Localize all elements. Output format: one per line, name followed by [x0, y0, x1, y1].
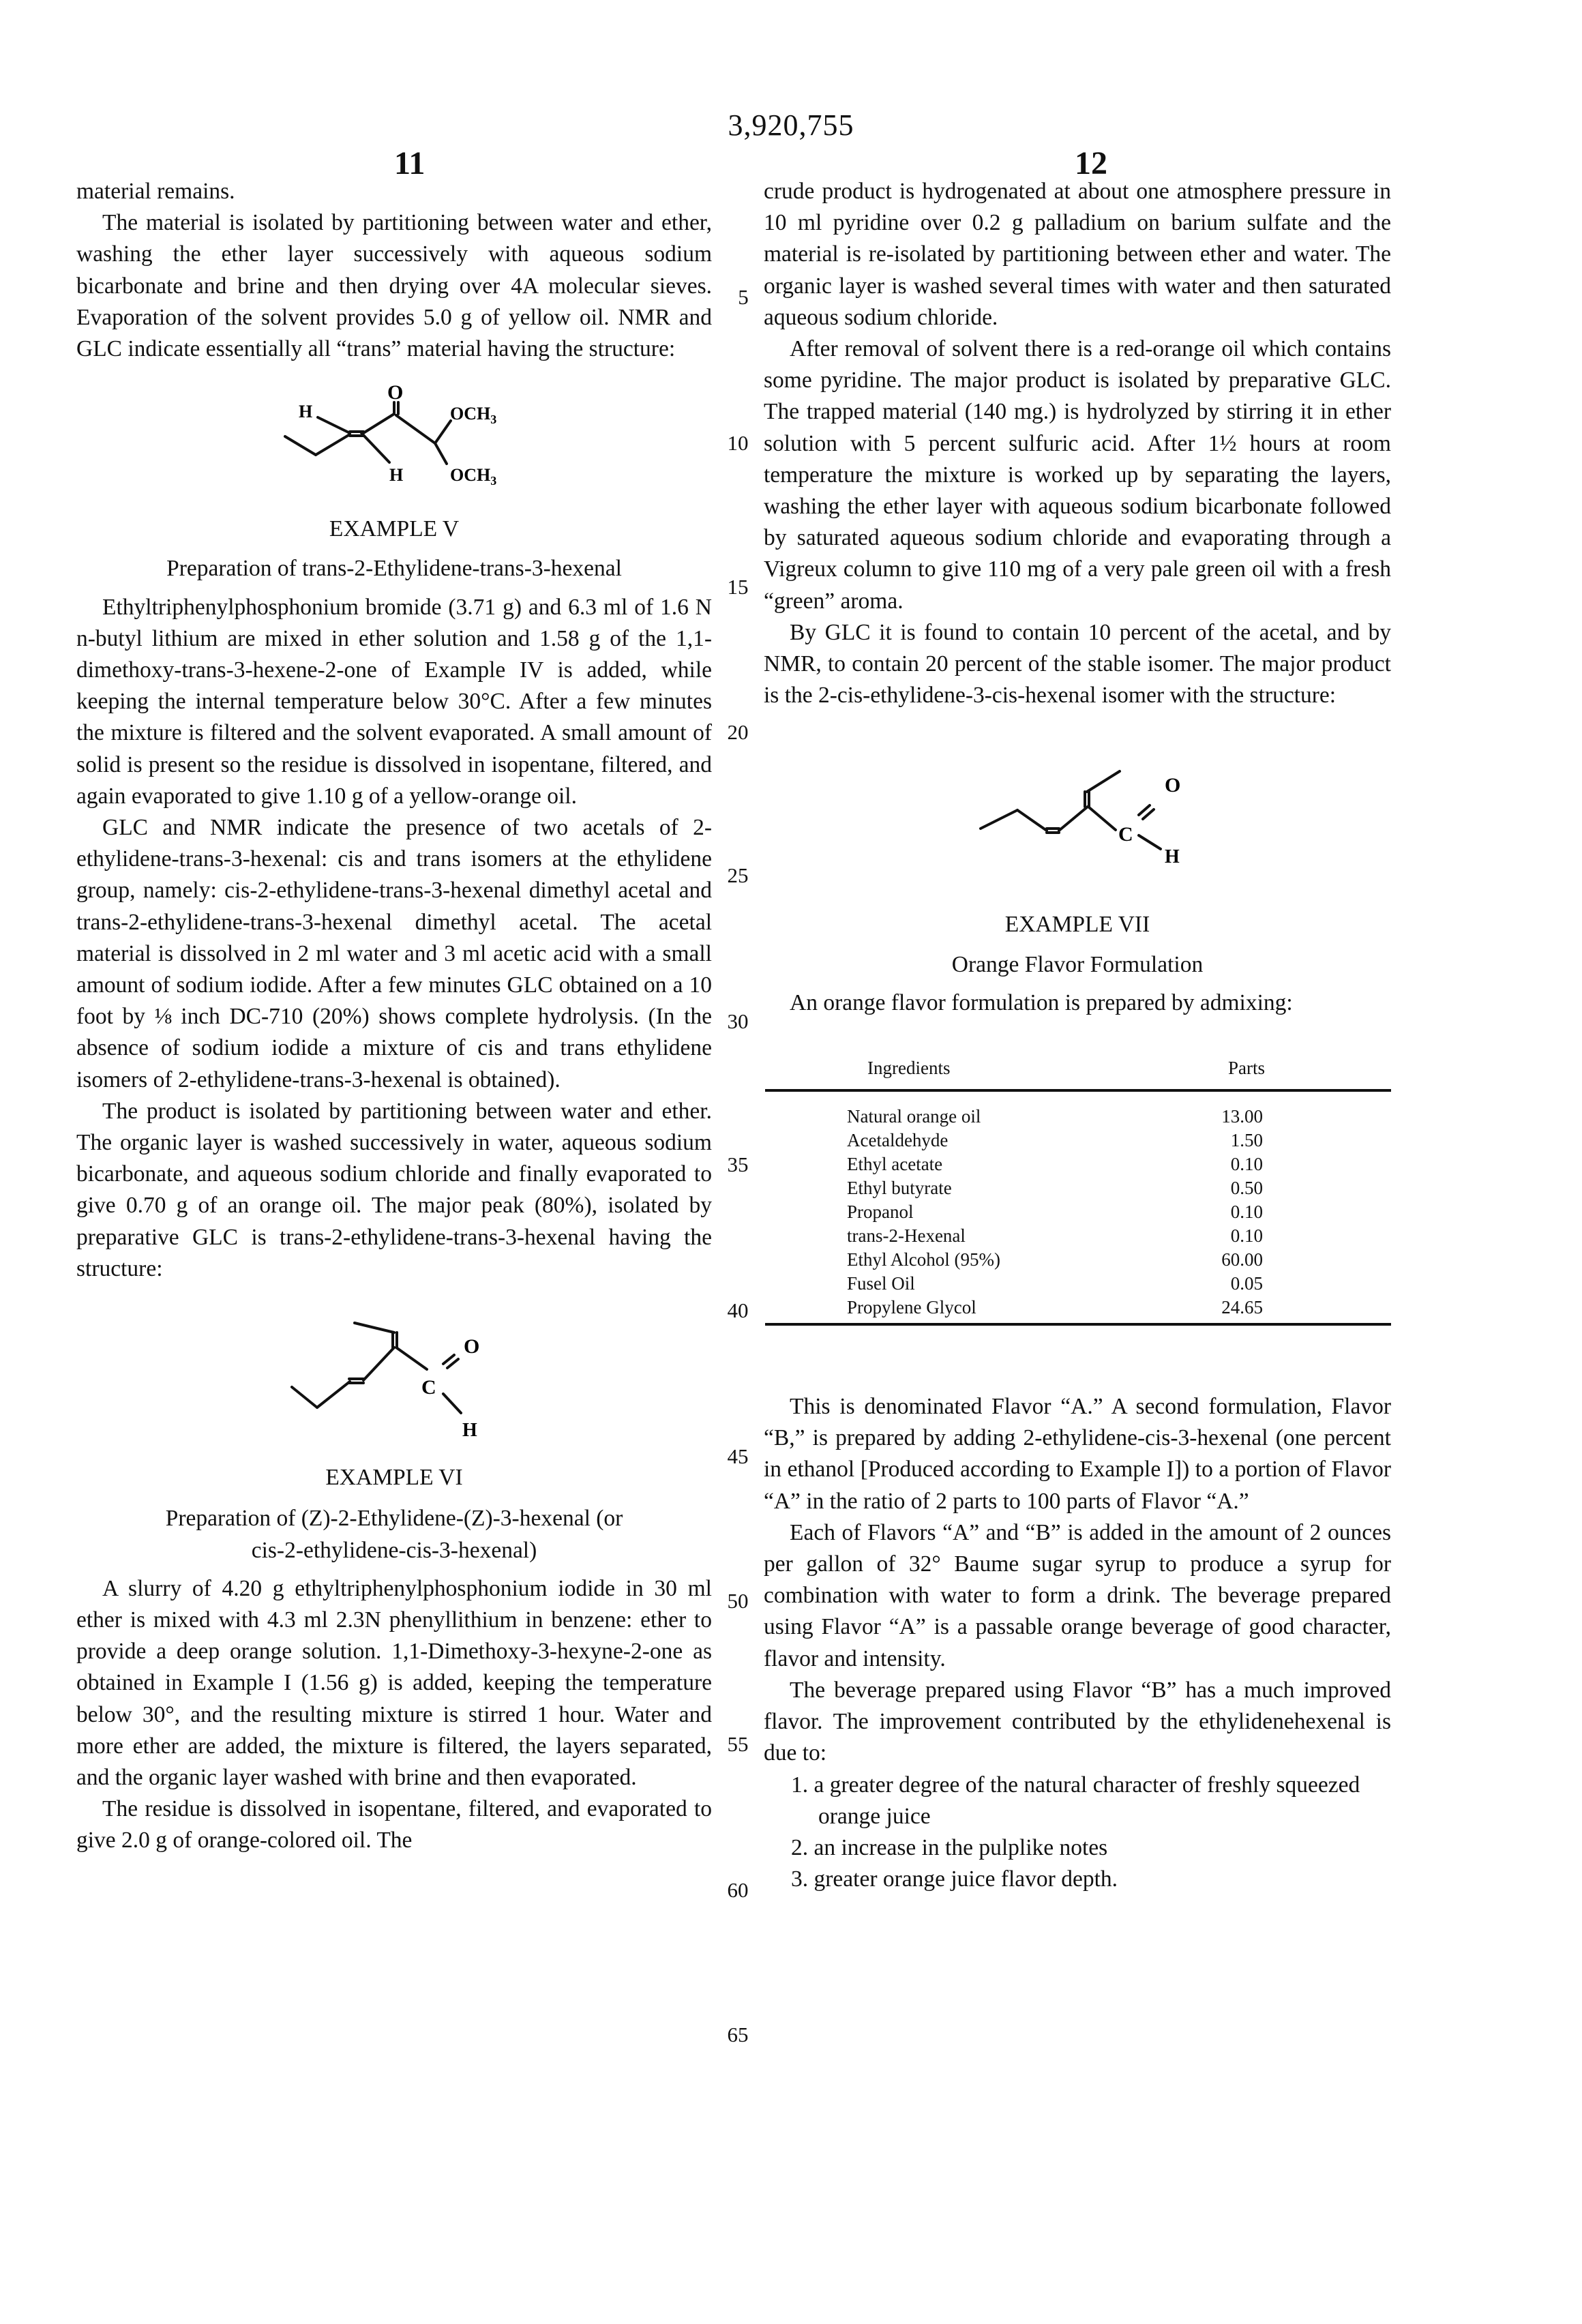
- paragraph: GLC and NMR indicate the presence of two acetals of 2-ethylidene-trans-3-hexenal: cis and trans isomers at the ethylidene group, namely: cis-2-ethylidene-trans-3-hexenal dimethyl acetal and trans-2-ethylidene-trans-3-hexenal dimethyl acetal. The acetal material is dissolved in 2 ml water and 3 ml acetic acid with a small amount of sodium iodide. After a few minutes GLC obtained on a 10 foot by ⅛ inch DC-710 (20%) shows complete hydrolysis. (In the absence of sodium iodide a mixture of cis and trans ethylidene isomers of 2-ethylidene-trans-3-hexenal is obtained).: [76, 815, 712, 1092]
- improvement-list: [764, 1770, 1391, 1896]
- line-number: 40: [727, 1298, 749, 1322]
- line-number: 35: [727, 1152, 749, 1176]
- bond: [435, 421, 451, 443]
- bond: [285, 436, 316, 455]
- bond: [443, 1394, 461, 1413]
- line-number: 20: [727, 720, 749, 744]
- parts-cell: 0.10: [1230, 1154, 1263, 1175]
- paragraph: The material is isolated by partitioning between water and ether, washing the ether layer successively with aqueous sodium bicarbonate and brine and then drying over 4A molecular sieves. Evaporation of the solvent provides 5.0 g of yellow oil. NMR and GLC indicate essentially all “trans” material having the structure:: [76, 210, 712, 362]
- table-row: [765, 1090, 1391, 1129]
- parts-cell: 0.05: [1230, 1273, 1263, 1294]
- bond: [396, 415, 435, 443]
- column-header-parts: Parts: [1228, 1058, 1265, 1079]
- paragraph: The residue is dissolved in isopentane, filtered, and evaporated to give 2.0 g of orange-colored oil. The: [76, 1796, 712, 1853]
- ingredient-cell: Natural orange oil: [847, 1106, 981, 1127]
- paragraph: An orange flavor formulation is prepared by admixing:: [790, 989, 1293, 1015]
- list-item: 2. an increase in the pulplike notes: [791, 1834, 1108, 1860]
- ingredient-cell: Propylene Glycol: [847, 1297, 976, 1318]
- paragraph: This is denominated Flavor “A.” A second formulation, Flavor “B,” is prepared by adding 2-ethylidene-cis-3-hexenal (one percent in ethanol [Produced according to Example I]) to a portion of Flavor “A” in the ratio of 2 parts to 100 parts of Flavor “A.”: [764, 1394, 1391, 1514]
- atom-label-o: O: [464, 1335, 480, 1358]
- example-subheading: Preparation of (Z)-2-Ethylidene-(Z)-3-hexenal (or: [165, 1506, 623, 1532]
- left-column: [76, 176, 712, 1857]
- parts-cell: 60.00: [1221, 1249, 1263, 1270]
- bond: [318, 417, 350, 433]
- chemical-structure-cis-ethylidene-hexenal: [941, 732, 1214, 868]
- list-item: 1. a greater degree of the natural character of freshly squeezed orange juice: [791, 1772, 1360, 1829]
- atom-label-och3: $OCH_3$: [450, 465, 497, 488]
- table-row: [765, 1296, 1391, 1323]
- example-heading: EXAMPLE VI: [325, 1465, 463, 1491]
- parts-cell: 0.50: [1230, 1178, 1263, 1199]
- paragraph: By GLC it is found to contain 10 percent of the acetal, and by NMR, to contain 20 percent of the stable isomer. The major product is the 2-cis-ethylidene-3-cis-hexenal isomer with the structure:: [764, 619, 1391, 709]
- ingredient-cell: Propanol: [847, 1202, 914, 1223]
- example-heading: EXAMPLE VII: [1004, 912, 1150, 938]
- line-number: 10: [727, 431, 749, 455]
- atom-label-och3: $OCH_3$: [450, 404, 497, 427]
- bond: [1017, 810, 1047, 831]
- bond: [361, 433, 389, 462]
- paragraph: Each of Flavors “A” and “B” is added in the amount of 2 ounces per gallon of 32° Baume sugar syrup to produce a syrup for combination with water to form a drink. The beverage prepared using Flavor “A” is a passable orange beverage of good character, flavor and intensity.: [764, 1519, 1391, 1671]
- bond: [981, 810, 1017, 829]
- paragraph: Ethyltriphenylphosphonium bromide (3.71 g) and 6.3 ml of 1.6 N n-butyl lithium are mixed in ether solution and 1.58 g of the 1,1-dimethoxy-trans-3-hexene-2-one of Example IV is added, while keeping the internal temperature below 30°C. After a few minutes the mixture is filtered and the solvent evaporated. A small amount of solid is present so the residue is dissolved in isopentane, filtered, and again evaporated to give 1.10 g of a yellow-orange oil.: [76, 594, 712, 809]
- paragraph: A slurry of 4.20 g ethyltriphenylphosphonium iodide in 30 ml ether is mixed with 4.3 ml 2.3N phenyllithium in benzene: ether to provide a deep orange solution. 1,1-Dimethoxy-3-hexyne-2-one as obtained in Example I (1.56 g) is added, keeping the temperature below 30°, and the resulting mixture is stirred 1 hour. Water and more ether are added, the mixture is filtered, the layers separated, and the organic layer washed with brine and then evaporated.: [76, 1575, 712, 1790]
- atom-label-o: O: [1165, 774, 1181, 797]
- table-row: [765, 1224, 1391, 1248]
- atom-label-c: C: [421, 1376, 436, 1399]
- patent-number: 3,920,755: [728, 108, 854, 142]
- line-number: 45: [727, 1444, 749, 1468]
- paragraph: The product is isolated by partitioning between water and ether. The organic layer is washed successively in water, aqueous sodium bicarbonate, and aqueous sodium chloride and finally evaporated to give 0.70 g of an orange oil. The major peak (80%), isolated by preparative GLC is trans-2-ethylidene-trans-3-hexenal having the structure:: [76, 1098, 712, 1281]
- right-column: [764, 176, 1391, 1895]
- example-subheading: cis-2-ethylidene-cis-3-hexenal): [251, 1537, 537, 1563]
- paragraph: material remains.: [76, 179, 235, 204]
- table-row: [765, 1129, 1391, 1152]
- bond: [316, 434, 350, 455]
- atom-label-h: H: [1165, 846, 1180, 868]
- table-header-row: [765, 1057, 1391, 1090]
- line-number: 30: [727, 1009, 749, 1033]
- list-item: 3. greater orange juice flavor depth.: [791, 1866, 1118, 1892]
- table-row: [765, 1176, 1391, 1200]
- atom-label-h: H: [299, 402, 313, 422]
- column-header-ingredients: Ingredients: [867, 1058, 951, 1079]
- ingredient-cell: Acetaldehyde: [847, 1130, 949, 1151]
- atom-label-h: H: [462, 1420, 477, 1442]
- chemical-structure-trans-ethylidene-hexenal: [265, 1298, 524, 1442]
- ingredient-cell: Ethyl Alcohol (95%): [847, 1249, 1000, 1270]
- bond: [1059, 807, 1088, 831]
- line-number: 50: [727, 1589, 749, 1613]
- line-number: 55: [727, 1732, 749, 1756]
- table-row: [765, 1200, 1391, 1224]
- bond: [435, 443, 447, 464]
- paragraph: After removal of solvent there is a red-orange oil which contains some pyridine. The major product is isolated by preparative GLC. The trapped material (140 mg.) is hydrolyzed by stirring it in ether solution with 5 percent sulfuric acid. After 1½ hours at room temperature the mixture is worked up by separating the layers, washing the ether layer with aqueous sodium bicarbonate followed by saturated aqueous sodium chloride and evaporating through a Vigreux column to give 110 mg of a very pale green oil with a fresh “green” aroma.: [764, 336, 1391, 614]
- right-column-number: 12: [1075, 145, 1107, 181]
- bond: [1139, 835, 1161, 849]
- bond: [363, 414, 394, 433]
- ingredient-cell: trans-2-Hexenal: [847, 1225, 966, 1247]
- line-number: 5: [738, 285, 749, 309]
- parts-cell: 13.00: [1221, 1106, 1263, 1127]
- atom-label-c: C: [1118, 823, 1133, 846]
- parts-cell: 0.10: [1230, 1202, 1263, 1223]
- table-row: [765, 1272, 1391, 1296]
- line-number: 25: [727, 863, 749, 887]
- paragraph: The beverage prepared using Flavor “B” has a much improved flavor. The improvement contributed by the ethylidenehexenal is due to:: [764, 1677, 1391, 1766]
- line-number: 65: [727, 2023, 749, 2046]
- ingredients-table: [765, 1057, 1391, 1323]
- bond: [292, 1387, 317, 1407]
- ingredients-table-container: [765, 1057, 1391, 1326]
- parts-cell: 1.50: [1230, 1130, 1263, 1151]
- bond: [1088, 807, 1116, 830]
- line-number: 15: [727, 575, 749, 599]
- chemical-structure-dimethoxy-hexenone: [251, 365, 537, 501]
- example-heading: EXAMPLE V: [329, 516, 460, 542]
- parts-cell: 0.10: [1230, 1225, 1263, 1247]
- line-number: 60: [727, 1878, 749, 1902]
- bond: [363, 1347, 394, 1380]
- atom-label-o: O: [387, 381, 404, 404]
- example-subheading: Orange Flavor Formulation: [951, 951, 1204, 977]
- bond: [355, 1323, 394, 1332]
- example-subheading: Preparation of trans-2-Ethylidene-trans-3-hexenal: [166, 556, 622, 582]
- ingredient-cell: Fusel Oil: [847, 1273, 915, 1294]
- bond: [1087, 771, 1120, 792]
- left-column-number: 11: [394, 145, 426, 181]
- ingredient-cell: Ethyl butyrate: [847, 1178, 952, 1199]
- paragraph: crude product is hydrogenated at about one atmosphere pressure in 10 ml pyridine over 0.2 g palladium on barium sulfate and the material is re-isolated by partitioning between ether and water. The organic layer is washed several times with water and then saturated aqueous sodium chloride.: [764, 179, 1391, 330]
- parts-cell: 24.65: [1221, 1297, 1263, 1318]
- table-row: [765, 1248, 1391, 1272]
- atom-label-h: H: [389, 465, 404, 486]
- bond: [396, 1347, 427, 1369]
- table-row: [765, 1152, 1391, 1176]
- ingredient-cell: Ethyl acetate: [847, 1154, 943, 1175]
- bond: [317, 1382, 350, 1407]
